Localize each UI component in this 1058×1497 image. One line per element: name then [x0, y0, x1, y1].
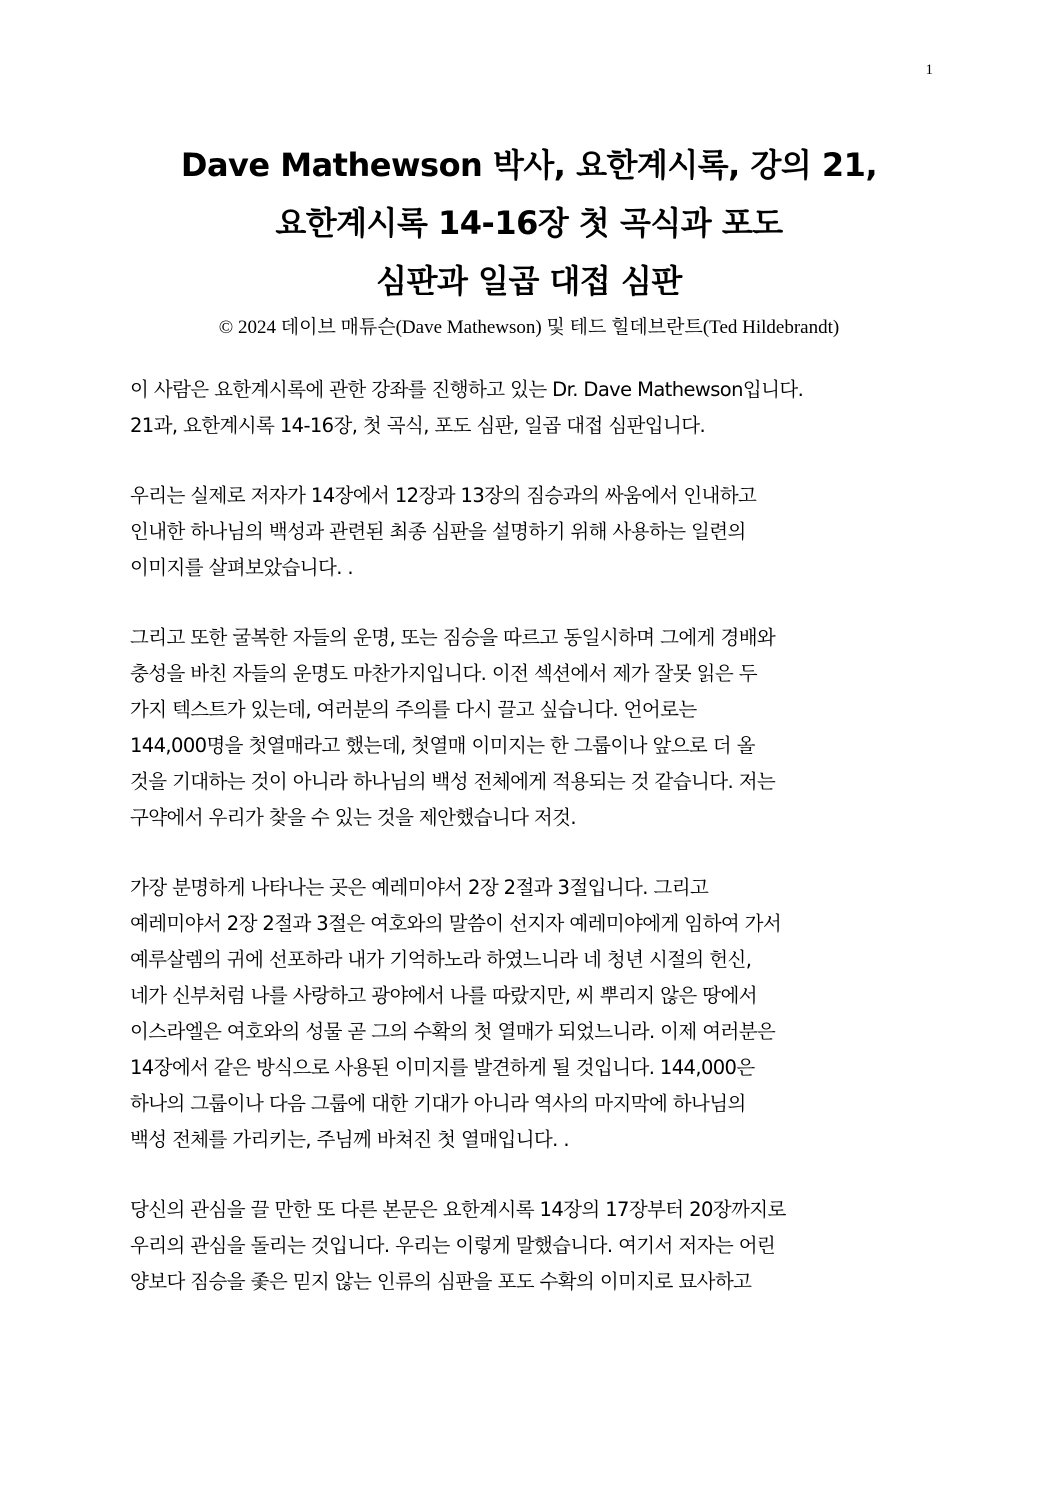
copyright-notice: © 2024 데이브 매튜슨(Dave Mathewson) 및 테드 힐데브란트(Ted Hildebrandt): [218, 317, 840, 338]
text-line: 당신의 관심을 끌 만한 또 다른 본문은 요한계시록 14장의 17장부터 20장까지로: [130, 1198, 786, 1221]
title-line-1: Dave Mathewson 박사, 요한계시록, 강의 21,: [180, 146, 878, 184]
text-line: 인내한 하나님의 백성과 관련된 최종 심판을 설명하기 위해 사용하는 일련의: [130, 520, 746, 543]
text-line: 충성을 바친 자들의 운명도 마찬가지입니다. 이전 섹션에서 제가 잘못 읽은 두: [130, 662, 757, 685]
paragraph-5: [130, 1192, 930, 1300]
text-line: 구약에서 우리가 찾을 수 있는 것을 제안했습니다 저것.: [130, 806, 577, 829]
text-line: 이스라엘은 여호와의 성물 곧 그의 수확의 첫 열매가 되었느니라. 이제 여러분은: [130, 1020, 776, 1043]
text-line: 하나의 그룹이나 다음 그룹에 대한 기대가 아니라 역사의 마지막에 하나님의: [130, 1092, 746, 1115]
text-line: 우리는 실제로 저자가 14장에서 12장과 13장의 짐승과의 싸움에서 인내하고: [130, 484, 757, 507]
text-line: 그리고 또한 굴복한 자들의 운명, 또는 짐승을 따르고 동일시하며 그에게 경배와: [130, 626, 776, 649]
page-number: 1: [925, 62, 933, 78]
title-line-3: 심판과 일곱 대접 심판: [376, 262, 682, 300]
paragraph-4: [130, 870, 930, 1158]
text-line: 144,000명을 첫열매라고 했는데, 첫열매 이미지는 한 그룹이나 앞으로 더 올: [130, 734, 755, 757]
paragraph-1: [130, 372, 930, 444]
paragraph-3: [130, 620, 930, 836]
text-line: 양보다 짐승을 좇은 믿지 않는 인류의 심판을 포도 수확의 이미지로 묘사하고: [130, 1270, 752, 1293]
document-body: [130, 372, 930, 1334]
text-line: 우리의 관심을 돌리는 것입니다. 우리는 이렇게 말했습니다. 여기서 저자는 어린: [130, 1234, 776, 1257]
title-line-2: 요한계시록 14-16장 첫 곡식과 포도: [275, 204, 783, 242]
text-line: 백성 전체를 가리키는, 주님께 바쳐진 첫 열매입니다. .: [130, 1128, 569, 1151]
text-line: 것을 기대하는 것이 아니라 하나님의 백성 전체에게 적용되는 것 같습니다. 저는: [130, 770, 776, 793]
text-line: 가지 텍스트가 있는데, 여러분의 주의를 다시 끌고 싶습니다. 언어로는: [130, 698, 697, 721]
text-line: 이미지를 살펴보았습니다. .: [130, 556, 354, 579]
text-line: 14장에서 같은 방식으로 사용된 이미지를 발견하게 될 것입니다. 144,000은: [130, 1056, 755, 1079]
text-line: 이 사람은 요한계시록에 관한 강좌를 진행하고 있는 Dr. Dave Mathewson입니다.: [130, 378, 804, 401]
text-line: 예루살렘의 귀에 선포하라 내가 기억하노라 하였느니라 네 청년 시절의 헌신,: [130, 948, 752, 971]
text-line: 21과, 요한계시록 14-16장, 첫 곡식, 포도 심판, 일곱 대접 심판입니다.: [130, 414, 706, 437]
text-line: 가장 분명하게 나타나는 곳은 예레미야서 2장 2절과 3절입니다. 그리고: [130, 876, 709, 899]
text-line: 네가 신부처럼 나를 사랑하고 광야에서 나를 따랐지만, 씨 뿌리지 않은 땅에서: [130, 984, 757, 1007]
paragraph-2: [130, 478, 930, 586]
text-line: 예레미야서 2장 2절과 3절은 여호와의 말씀이 선지자 예레미야에게 임하여 가서: [130, 912, 782, 935]
document-title: [60, 136, 998, 310]
